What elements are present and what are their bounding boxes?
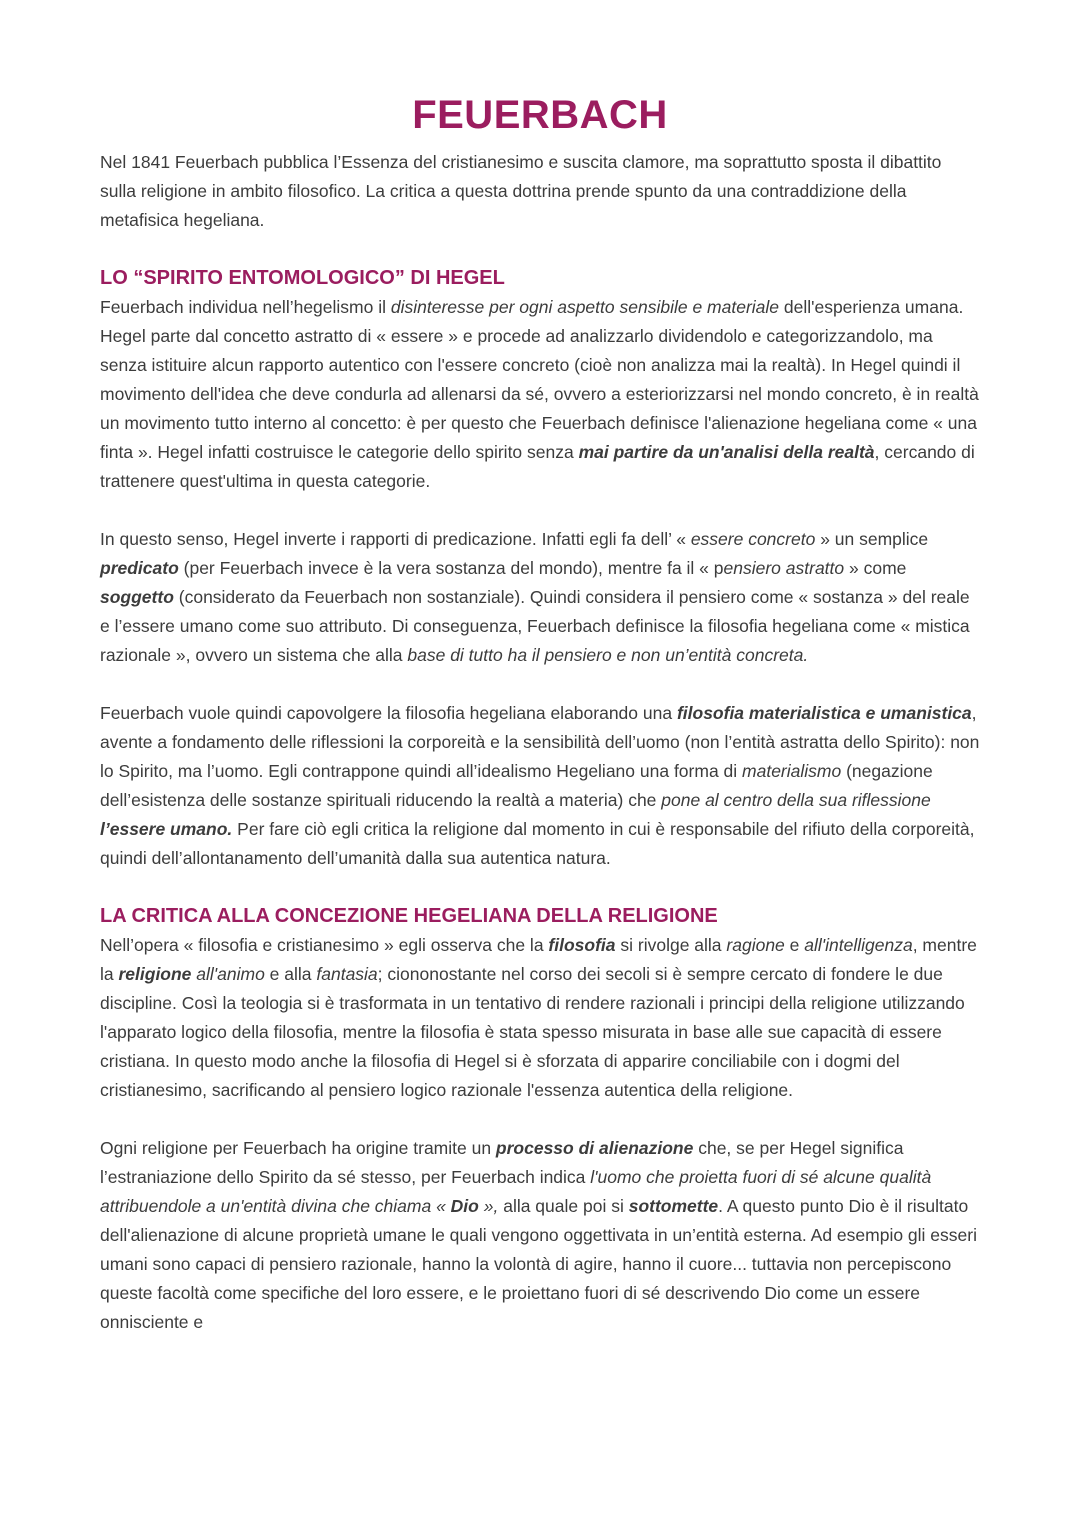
text-run: Nell’opera « filosofia e cristianesimo » egli osserva che la	[100, 935, 549, 955]
text-run: ragione	[726, 935, 785, 955]
page-title: FEUERBACH	[412, 93, 668, 137]
paragraph-hegel-critique-1	[100, 293, 980, 496]
text-run: Dio	[450, 1196, 479, 1216]
text-run: base di tutto ha il pensiero e non un’entità concreta.	[407, 645, 809, 665]
text-run: filosofia materialistica e umanistica	[676, 703, 972, 723]
text-run: l'uomo che proietta fuori di sé alcune qualità attribuendole a un'entità divina che chiama «	[100, 1167, 932, 1216]
text-run: , mentre la	[100, 935, 977, 984]
text-run: Feuerbach vuole quindi capovolgere la filosofia hegeliana elaborando una	[100, 703, 677, 723]
text-run: disinteresse per ogni aspetto sensibile e materiale	[390, 297, 780, 317]
text-run: mai partire da un'analisi della realtà	[578, 442, 875, 462]
intro-paragraph	[100, 148, 980, 235]
text-run: sottomette	[628, 1196, 719, 1216]
text-run: fantasia	[316, 964, 378, 984]
paragraph-hegel-critique-3	[100, 699, 980, 873]
text-run: , avente a fondamento delle riflessioni la corporeità e la sensibilità dell’uomo (non l’entità astratta dello Spirito): non lo Spirito, ma l’uomo. Egli contrappone quindi all’idealismo Hegeliano una forma di	[100, 703, 980, 781]
text-run: Feuerbach individua nell’hegelismo il	[100, 297, 391, 317]
text-run: »,	[478, 1196, 499, 1216]
text-run: Per fare ciò egli critica la religione dal momento in cui è responsabile del rifiuto della corporeità, quindi dell’allontanamento dell’umanità dalla sua autentica natura.	[100, 819, 975, 868]
text-run: (considerato da Feuerbach non sostanziale). Quindi considera il pensiero come « sostanza » del reale e l’essere umano come suo attributo. Di conseguenza, Feuerbach definisce la filosofia hegeliana come « mistica razionale », ovvero un sistema che alla	[100, 587, 970, 665]
text-run: (negazione dell’esistenza delle sostanze spirituali riducendo la realtà a materia) che	[100, 761, 933, 810]
paragraph-religione-1	[100, 931, 980, 1105]
text-run: essere concreto	[690, 529, 816, 549]
paragraph-religione-2	[100, 1134, 980, 1337]
text-run: predicato	[100, 558, 179, 578]
text-run: . A questo punto Dio è il risultato dell'alienazione di alcune proprietà umane le quali vengono oggettivata in un’entità esterna. Ad esempio gli esseri umani sono capaci di pensiero razionale, hanno la volontà di agire, hanno il cuore... tuttavia non percepiscono queste facoltà come specifiche del loro essere, e le proiettano fuori di sé descrivendo Dio come un essere onnisciente e	[100, 1196, 977, 1332]
text-run: Ogni religione per Feuerbach ha origine tramite un	[100, 1138, 496, 1158]
text-run: soggetto	[100, 587, 174, 607]
text-run: e alla	[264, 964, 317, 984]
text-run: alla quale poi si	[498, 1196, 629, 1216]
text-run: filosofia	[548, 935, 616, 955]
text-run: si rivolge alla	[615, 935, 727, 955]
section-heading-critica-religione: LA CRITICA ALLA CONCEZIONE HEGELIANA DELLA RELIGIONE	[100, 905, 718, 927]
text-run: ensiero astratto	[723, 558, 845, 578]
text-run: » come	[844, 558, 907, 578]
text-run: » un semplice	[815, 529, 929, 549]
text-run: all'intelligenza	[804, 935, 913, 955]
text-run: che, se per Hegel significa l’estraniazione dello Spirito da sé stesso, per Feuerbach indica	[100, 1138, 904, 1187]
text-run: In questo senso, Hegel inverte i rapporti di predicazione. Infatti egli fa dell’ «	[100, 529, 691, 549]
section-heading-spirito-entomologico: LO “SPIRITO ENTOMOLOGICO” DI HEGEL	[100, 267, 505, 289]
text-run: processo di alienazione	[495, 1138, 694, 1158]
text-run: all'animo	[196, 964, 265, 984]
text-run: religione	[118, 964, 192, 984]
text-run: pone al centro della sua riflessione	[661, 790, 931, 810]
text-run: l’essere umano.	[100, 819, 233, 839]
text-run: (per Feuerbach invece è la vera sostanza del mondo), mentre fa il « p	[178, 558, 724, 578]
text-run: , cercando di trattenere quest'ultima in questa categorie.	[100, 442, 975, 491]
paragraph-hegel-critique-2	[100, 525, 980, 670]
text-run: materialismo	[742, 761, 842, 781]
text-run: dell'esperienza umana. Hegel parte dal concetto astratto di « essere » e procede ad analizzarlo dividendolo e categorizzandolo, ma senza istituire alcun rapporto autentico con l'essere concreto (cioè non analizza mai la realtà). In Hegel quindi il movimento dell'idea che deve condurla ad allenarsi da sé, ovvero a esteriorizzarsi nel mondo concreto, è in realtà un movimento tutto interno al concetto: è per questo che Feuerbach definisce l'alienazione hegeliana come « una finta ». Hegel infatti costruisce le categorie dello spirito senza	[100, 297, 979, 462]
text-run: ; ciononostante nel corso dei secoli si è sempre cercato di fondere le due discipline. Così la teologia si è trasformata in un tentativo di rendere razionali i principi della religione utilizzando l'apparato logico della filosofia, mentre la filosofia è stata spesso misurata in base alle sue capacità di essere cristiana. In questo modo anche la filosofia di Hegel si è sforzata di apparire conciliabile con i dogmi del cristianesimo, sacrificando al pensiero logico razionale l'essenza autentica della religione.	[100, 964, 965, 1100]
text-run: Nel 1841 Feuerbach pubblica l’Essenza del cristianesimo e suscita clamore, ma soprattutto sposta il dibattito sulla religione in ambito filosofico. La critica a questa dottrina prende spunto da una contraddizione della metafisica hegeliana.	[100, 152, 942, 230]
text-run: e	[784, 935, 805, 955]
